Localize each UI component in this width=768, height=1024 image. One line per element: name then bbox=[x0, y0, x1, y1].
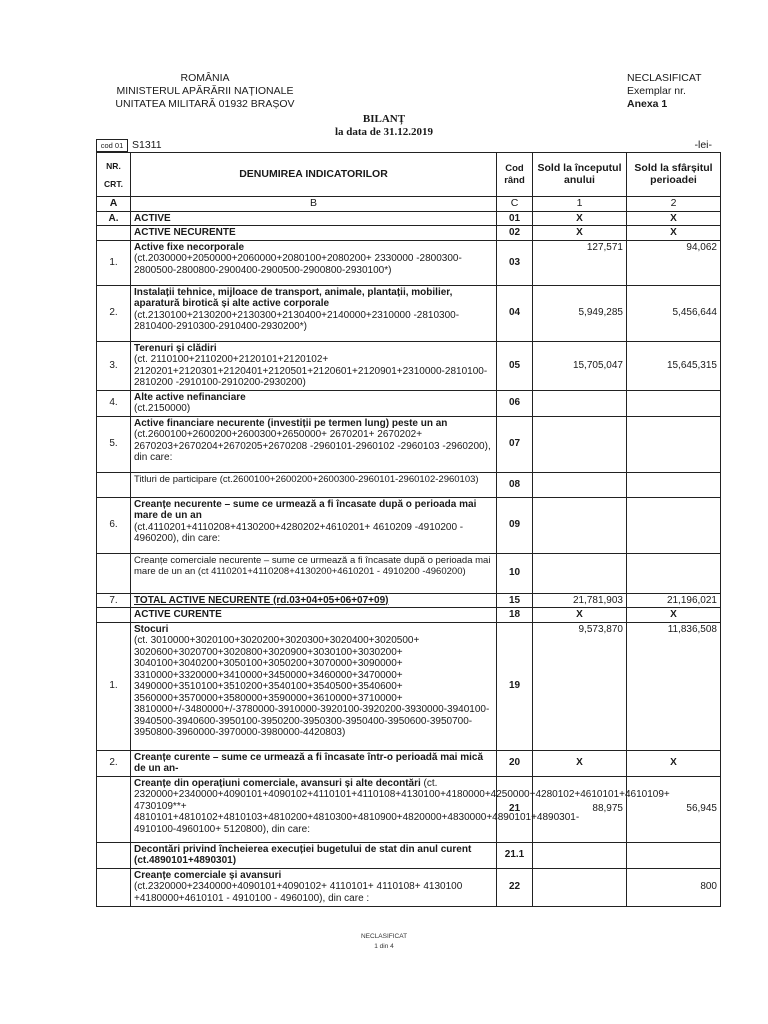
row-nr: 7. bbox=[97, 593, 131, 608]
row-code: 15 bbox=[497, 593, 533, 608]
classification-label: NECLASIFICAT bbox=[627, 72, 702, 84]
row-end: X bbox=[627, 226, 721, 241]
row-nr: 3. bbox=[97, 341, 131, 390]
row-start: X bbox=[533, 226, 627, 241]
row-start: X bbox=[533, 750, 627, 776]
row-start bbox=[533, 553, 627, 593]
row-code: 10 bbox=[497, 553, 533, 593]
code-line bbox=[96, 139, 720, 152]
table-header-row bbox=[97, 153, 721, 197]
letter-2: 2 bbox=[627, 197, 721, 212]
row-code: 03 bbox=[497, 240, 533, 285]
annex-label: Anexa 1 bbox=[627, 98, 668, 110]
row-name: TOTAL ACTIVE NECURENTE (rd.03+04+05+06+07+09) bbox=[131, 593, 497, 608]
row-nr: A. bbox=[97, 211, 131, 226]
table-row bbox=[97, 341, 721, 390]
row-end bbox=[627, 416, 721, 472]
row-code: 09 bbox=[497, 497, 533, 553]
row-code: 06 bbox=[497, 390, 533, 416]
table-row bbox=[97, 472, 721, 497]
currency-unit: -lei- bbox=[694, 139, 712, 151]
row-nr: 6. bbox=[97, 497, 131, 553]
classification-block bbox=[627, 72, 701, 111]
row-end bbox=[627, 842, 721, 868]
row-desc bbox=[131, 497, 497, 553]
row-start bbox=[533, 842, 627, 868]
page-number: 1 din 4 bbox=[374, 943, 394, 950]
row-name: Creanțe curente – sume ce urmează a fi încasate într-o perioadă mai mică de un an- bbox=[131, 750, 497, 776]
row-name: Terenuri și clădiri bbox=[134, 342, 217, 354]
table-row bbox=[97, 868, 721, 906]
row-detail: Titluri de participare (ct.2600100+2600200+2600300-2960101-2960102-2960103) bbox=[131, 472, 497, 497]
row-nr bbox=[97, 472, 131, 497]
row-desc bbox=[131, 622, 497, 750]
row-name: Creanțe necurente – sume ce urmează a fi încasate după o perioada mai mare de un an bbox=[134, 498, 477, 521]
row-detail: (ct.2130100+2130200+2130300+2130400+2140000+2310000 -2810300-2810400-2910300-2910400-2930200*) bbox=[134, 309, 460, 332]
row-nr bbox=[97, 608, 131, 623]
row-start: 5,949,285 bbox=[533, 285, 627, 341]
table-row bbox=[97, 240, 721, 285]
row-start bbox=[533, 416, 627, 472]
row-desc bbox=[131, 416, 497, 472]
row-start: 21,781,903 bbox=[533, 593, 627, 608]
table-letter-row bbox=[97, 197, 721, 212]
row-end: X bbox=[627, 750, 721, 776]
table-row bbox=[97, 211, 721, 226]
row-name: Creanțe comerciale și avansuri bbox=[134, 869, 282, 881]
row-end bbox=[627, 497, 721, 553]
table-row bbox=[97, 226, 721, 241]
row-end bbox=[627, 553, 721, 593]
header-end-balance: Sold la sfârșitul perioadei bbox=[627, 153, 721, 197]
row-nr: 5. bbox=[97, 416, 131, 472]
row-desc bbox=[131, 240, 497, 285]
row-end: 15,645,315 bbox=[627, 341, 721, 390]
row-name: Instalații tehnice, mijloace de transport, animale, plantații, mobilier, aparatură birotică și alte active corporale bbox=[134, 286, 453, 309]
row-detail: (ct. 2110100+2110200+2120101+2120102+ 2120201+2120301+2120401+2120501+2120601+2120901+2310000-2810100-2810200 -2910100-2910200-2930200) bbox=[134, 354, 488, 388]
row-end: 5,456,644 bbox=[627, 285, 721, 341]
row-start: X bbox=[533, 211, 627, 226]
row-detail: (ct.4110201+4110208+4130200+4280202+4610201+ 4610209 -4910200 - 4960200), din care: bbox=[134, 521, 464, 544]
row-desc bbox=[131, 390, 497, 416]
table-row bbox=[97, 390, 721, 416]
table-row bbox=[97, 553, 721, 593]
row-name: Creanțe din operațiuni comerciale, avansuri și alte decontări bbox=[134, 777, 421, 789]
row-code: 21 bbox=[497, 776, 533, 842]
letter-b: B bbox=[131, 197, 497, 212]
row-start: 127,571 bbox=[533, 240, 627, 285]
code-value: S1311 bbox=[132, 139, 162, 151]
table-row bbox=[97, 593, 721, 608]
row-code: 04 bbox=[497, 285, 533, 341]
row-name: ACTIVE CURENTE bbox=[131, 608, 497, 623]
document-title-block bbox=[0, 113, 768, 139]
issuer-country: ROMÂNIA bbox=[180, 72, 230, 84]
row-start bbox=[533, 472, 627, 497]
row-nr bbox=[97, 553, 131, 593]
issuer-ministry: MINISTERUL APĂRĂRII NAȚIONALE bbox=[116, 85, 294, 97]
row-end bbox=[627, 390, 721, 416]
row-start: 15,705,047 bbox=[533, 341, 627, 390]
row-nr bbox=[97, 842, 131, 868]
row-code: 08 bbox=[497, 472, 533, 497]
table-row bbox=[97, 497, 721, 553]
row-end: 21,196,021 bbox=[627, 593, 721, 608]
letter-1: 1 bbox=[533, 197, 627, 212]
row-nr: 2. bbox=[97, 750, 131, 776]
row-code: 22 bbox=[497, 868, 533, 906]
row-code: 05 bbox=[497, 341, 533, 390]
row-code: 07 bbox=[497, 416, 533, 472]
row-nr bbox=[97, 868, 131, 906]
row-end: X bbox=[627, 211, 721, 226]
row-end: 94,062 bbox=[627, 240, 721, 285]
row-name: Active financiare necurente (investiții pe termen lung) peste un an bbox=[134, 417, 448, 429]
row-detail: (ct. 3010000+3020100+3020200+3020300+3020400+3020500+ 3020600+3020700+3020800+3020900+3030100+3030200+ 3040100+3040200+3050100+3050200+3070000+3090000+ 3310000+3320000+3410000+3450000+3460000+3470000+ 3490000+3510100+3510200+3540100+3540500+3540600+ 3560000+3570000+3580000+3590000+3610000+3710000+ 3810000+/-3480000+/-3780000-3910000-3920100-3920200-3930000-3940100-3940500-3940600-3950100-3950200-3950300-3950400-3950600-3950700-3950800-3960000-3970000-3980000-4420803) bbox=[134, 635, 490, 738]
row-start: 88,975 bbox=[533, 776, 627, 842]
row-name: ACTIVE bbox=[131, 211, 497, 226]
row-name: ACTIVE NECURENTE bbox=[131, 226, 497, 241]
row-desc bbox=[131, 868, 497, 906]
table-row bbox=[97, 622, 721, 750]
letter-a: A bbox=[97, 197, 131, 212]
header-row-code: Cod rând bbox=[497, 153, 533, 197]
header-indicator-name: DENUMIREA INDICATORILOR bbox=[131, 153, 497, 197]
row-detail: (ct.2150000) bbox=[134, 403, 191, 414]
row-code: 01 bbox=[497, 211, 533, 226]
row-nr bbox=[97, 226, 131, 241]
row-desc bbox=[131, 341, 497, 390]
row-detail: Creanțe comerciale necurente – sume ce urmează a fi încasate după o perioada mai mare de un an (ct 4110201+4110208+4130200+4610201 - 4910200 -4960200) bbox=[131, 553, 497, 593]
table-row bbox=[97, 416, 721, 472]
issuer-unit: UNITATEA MILITARĂ 01932 BRAȘOV bbox=[115, 98, 295, 110]
table-row bbox=[97, 776, 721, 842]
row-nr: 1. bbox=[97, 622, 131, 750]
row-start bbox=[533, 868, 627, 906]
table-row bbox=[97, 750, 721, 776]
footer-classification: NECLASIFICAT bbox=[360, 933, 408, 940]
row-detail: (ct.2030000+2050000+2060000+2080100+2080200+ 2330000 -2800300-2800500-2800800-2900400-2900500-2900800-2930100*) bbox=[134, 253, 462, 276]
row-code: 19 bbox=[497, 622, 533, 750]
row-code: 02 bbox=[497, 226, 533, 241]
row-start bbox=[533, 497, 627, 553]
row-start bbox=[533, 390, 627, 416]
row-start: 9,573,870 bbox=[533, 622, 627, 750]
row-detail: (ct. 2320000+2340000+4090101+4090102+4110101+4110108+4130100+4180000+4250000+4280102+4610101+4610109+ 4730109**+ 4810101+4810102+4810103+4810200+4810300+4810900+4820000+4830000+4890101+4890301-4910100-4960100+ 5120800), din care: bbox=[134, 777, 670, 835]
row-detail: (ct.2320000+2340000+4090101+4090102+ 4110101+ 4110108+ 4130100 +4180000+4610101 - 4910100 - 4960100), din care : bbox=[134, 881, 463, 904]
document-date: la data de 31.12.2019 bbox=[334, 126, 434, 138]
row-name: Stocuri bbox=[134, 623, 169, 635]
row-nr: 1. bbox=[97, 240, 131, 285]
balance-table bbox=[96, 152, 721, 907]
document-title: BILANȚ bbox=[362, 113, 406, 125]
row-name: Alte active nefinanciare bbox=[134, 391, 246, 403]
row-nr bbox=[97, 776, 131, 842]
row-end: X bbox=[627, 608, 721, 623]
issuer-block bbox=[100, 72, 310, 111]
row-end: 800 bbox=[627, 868, 721, 906]
row-code: 20 bbox=[497, 750, 533, 776]
row-end: 11,836,508 bbox=[627, 622, 721, 750]
row-code: 18 bbox=[497, 608, 533, 623]
row-nr: 2. bbox=[97, 285, 131, 341]
row-code: 21.1 bbox=[497, 842, 533, 868]
letter-c: C bbox=[497, 197, 533, 212]
header-nr-crt: NR. CRT. bbox=[97, 153, 131, 197]
table-row bbox=[97, 285, 721, 341]
row-name: Decontări privind încheierea execuției bugetului de stat din anul curent (ct.4890101+4890301) bbox=[131, 842, 497, 868]
table-row bbox=[97, 842, 721, 868]
row-name: Active fixe necorporale bbox=[134, 241, 245, 253]
table-row bbox=[97, 608, 721, 623]
code-label: cod 01 bbox=[96, 139, 128, 152]
row-end bbox=[627, 472, 721, 497]
row-end: 56,945 bbox=[627, 776, 721, 842]
header-start-balance: Sold la începutul anului bbox=[533, 153, 627, 197]
row-desc bbox=[131, 285, 497, 341]
row-detail: (ct.2600100+2600200+2600300+2650000+ 2670201+ 2670202+ 2670203+2670204+2670205+2670208 -2960101-2960102 -2960103 -2960200), din care: bbox=[134, 429, 491, 463]
copy-number-label: Exemplar nr. bbox=[627, 85, 686, 97]
page-footer bbox=[0, 932, 768, 952]
row-start: X bbox=[533, 608, 627, 623]
row-nr: 4. bbox=[97, 390, 131, 416]
